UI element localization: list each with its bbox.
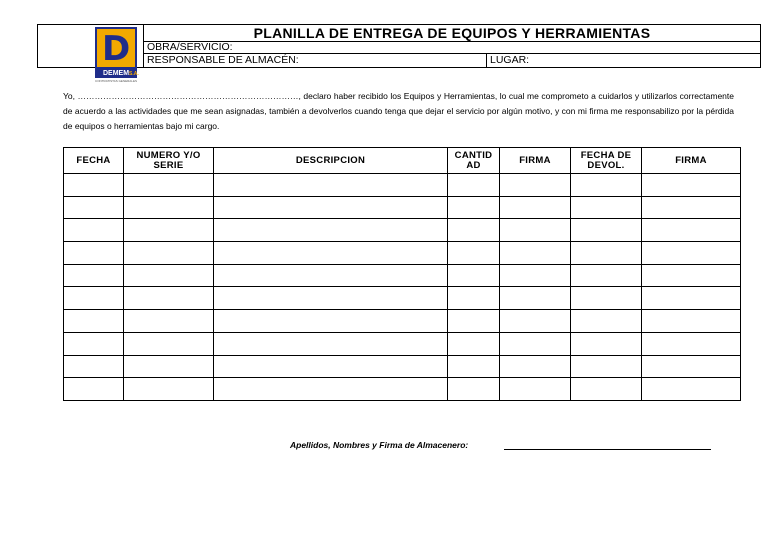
table-row <box>64 378 741 401</box>
cell-descripcion[interactable] <box>214 310 448 333</box>
logo-suffix: S.A. <box>129 71 139 77</box>
responsable-almacen-label: RESPONSABLE DE ALMACÉN: <box>147 54 299 66</box>
cell-firma-devolucion[interactable] <box>642 242 741 265</box>
header-row-responsable <box>144 53 760 67</box>
cell-firma-devolucion[interactable] <box>642 174 741 197</box>
cell-fecha[interactable] <box>64 378 124 401</box>
table-row <box>64 219 741 242</box>
obra-servicio-label: OBRA/SERVICIO: <box>147 41 233 53</box>
cell-firma[interactable] <box>500 242 571 265</box>
cell-firma-devolucion[interactable] <box>642 355 741 378</box>
cell-fecha[interactable] <box>64 355 124 378</box>
cell-descripcion[interactable] <box>214 219 448 242</box>
cell-fecha[interactable] <box>64 332 124 355</box>
cell-fecha-devolucion[interactable] <box>571 287 642 310</box>
signature-line[interactable] <box>504 449 711 450</box>
cell-cantidad[interactable] <box>448 287 500 310</box>
cell-firma[interactable] <box>500 264 571 287</box>
cell-firma-devolucion[interactable] <box>642 219 741 242</box>
cell-descripcion[interactable] <box>214 196 448 219</box>
cell-fecha-devolucion[interactable] <box>571 378 642 401</box>
form-header <box>37 24 761 68</box>
cell-fecha-devolucion[interactable] <box>571 355 642 378</box>
cell-firma[interactable] <box>500 332 571 355</box>
company-logo <box>95 27 137 85</box>
cell-firma[interactable] <box>500 196 571 219</box>
cell-fecha-devolucion[interactable] <box>571 219 642 242</box>
cell-numero-serie[interactable] <box>124 242 214 265</box>
column-header-firma-devolucion: FIRMA <box>642 148 741 174</box>
cell-fecha[interactable] <box>64 287 124 310</box>
cell-numero-serie[interactable] <box>124 287 214 310</box>
cell-cantidad[interactable] <box>448 196 500 219</box>
table-row <box>64 264 741 287</box>
signature-label: Apellidos, Nombres y Firma de Almacenero: <box>290 440 469 450</box>
cell-cantidad[interactable] <box>448 378 500 401</box>
cell-firma[interactable] <box>500 378 571 401</box>
table-body <box>64 174 741 401</box>
lugar-label: LUGAR: <box>490 54 530 66</box>
cell-cantidad[interactable] <box>448 174 500 197</box>
cell-numero-serie[interactable] <box>124 264 214 287</box>
column-header-fecha: FECHA <box>64 148 124 174</box>
cell-numero-serie[interactable] <box>124 310 214 333</box>
table-row <box>64 310 741 333</box>
cell-firma-devolucion[interactable] <box>642 264 741 287</box>
cell-descripcion[interactable] <box>214 332 448 355</box>
cell-firma[interactable] <box>500 310 571 333</box>
cell-fecha[interactable] <box>64 310 124 333</box>
cell-fecha-devolucion[interactable] <box>571 174 642 197</box>
table-row <box>64 174 741 197</box>
column-header-numero-serie: NUMERO Y/O SERIE <box>124 148 214 174</box>
cell-firma-devolucion[interactable] <box>642 196 741 219</box>
cell-fecha[interactable] <box>64 242 124 265</box>
lugar-field[interactable] <box>486 53 760 67</box>
table-row <box>64 196 741 219</box>
cell-firma[interactable] <box>500 219 571 242</box>
cell-fecha[interactable] <box>64 196 124 219</box>
cell-numero-serie[interactable] <box>124 219 214 242</box>
cell-firma[interactable] <box>500 174 571 197</box>
cell-cantidad[interactable] <box>448 242 500 265</box>
cell-fecha[interactable] <box>64 264 124 287</box>
table-row <box>64 355 741 378</box>
logo-tagline: CONTRATISTAS GENERALES <box>95 79 137 83</box>
cell-descripcion[interactable] <box>214 355 448 378</box>
equipment-table <box>63 147 741 401</box>
cell-descripcion[interactable] <box>214 378 448 401</box>
cell-fecha-devolucion[interactable] <box>571 242 642 265</box>
table-row <box>64 242 741 265</box>
cell-cantidad[interactable] <box>448 355 500 378</box>
cell-firma-devolucion[interactable] <box>642 332 741 355</box>
logo-name: DEMEM <box>95 69 137 78</box>
cell-fecha-devolucion[interactable] <box>571 196 642 219</box>
column-header-fecha-devolucion: FECHA DE DEVOL. <box>571 148 642 174</box>
cell-fecha[interactable] <box>64 174 124 197</box>
cell-firma-devolucion[interactable] <box>642 287 741 310</box>
cell-fecha-devolucion[interactable] <box>571 310 642 333</box>
logo-emblem <box>95 27 137 69</box>
cell-cantidad[interactable] <box>448 264 500 287</box>
column-header-descripcion: DESCRIPCION <box>214 148 448 174</box>
cell-cantidad[interactable] <box>448 219 500 242</box>
cell-descripcion[interactable] <box>214 242 448 265</box>
cell-firma-devolucion[interactable] <box>642 378 741 401</box>
table-row <box>64 332 741 355</box>
declaration-text: Yo, ……………………………………………………………………, declaro haber recibido los Equipos y Herramientas, lo cual me comprometo a cuidarlos y utilizarlos correctamente de acuerdo a las actividades que me sean asignadas, también a devolverlos cuando tenga que dejar el servicio por algún motivo, y con mi firma me responsabilizo por la pérdida de equipos o herramientas bajo mi cargo. <box>63 91 734 131</box>
table-header-row <box>64 148 741 174</box>
cell-numero-serie[interactable] <box>124 378 214 401</box>
table-row <box>64 287 741 310</box>
cell-cantidad[interactable] <box>448 310 500 333</box>
form-title: PLANILLA DE ENTREGA DE EQUIPOS Y HERRAMIENTAS <box>144 25 760 42</box>
cell-fecha-devolucion[interactable] <box>571 264 642 287</box>
cell-cantidad[interactable] <box>448 332 500 355</box>
cell-descripcion[interactable] <box>214 287 448 310</box>
cell-numero-serie[interactable] <box>124 174 214 197</box>
cell-fecha-devolucion[interactable] <box>571 332 642 355</box>
cell-fecha[interactable] <box>64 219 124 242</box>
cell-numero-serie[interactable] <box>124 355 214 378</box>
logo-letter: D <box>102 29 131 69</box>
cell-firma[interactable] <box>500 287 571 310</box>
cell-descripcion[interactable] <box>214 174 448 197</box>
cell-firma[interactable] <box>500 355 571 378</box>
column-header-cantidad: CANTID AD <box>448 148 500 174</box>
cell-numero-serie[interactable] <box>124 332 214 355</box>
cell-descripcion[interactable] <box>214 264 448 287</box>
cell-firma-devolucion[interactable] <box>642 310 741 333</box>
cell-numero-serie[interactable] <box>124 196 214 219</box>
column-header-firma: FIRMA <box>500 148 571 174</box>
